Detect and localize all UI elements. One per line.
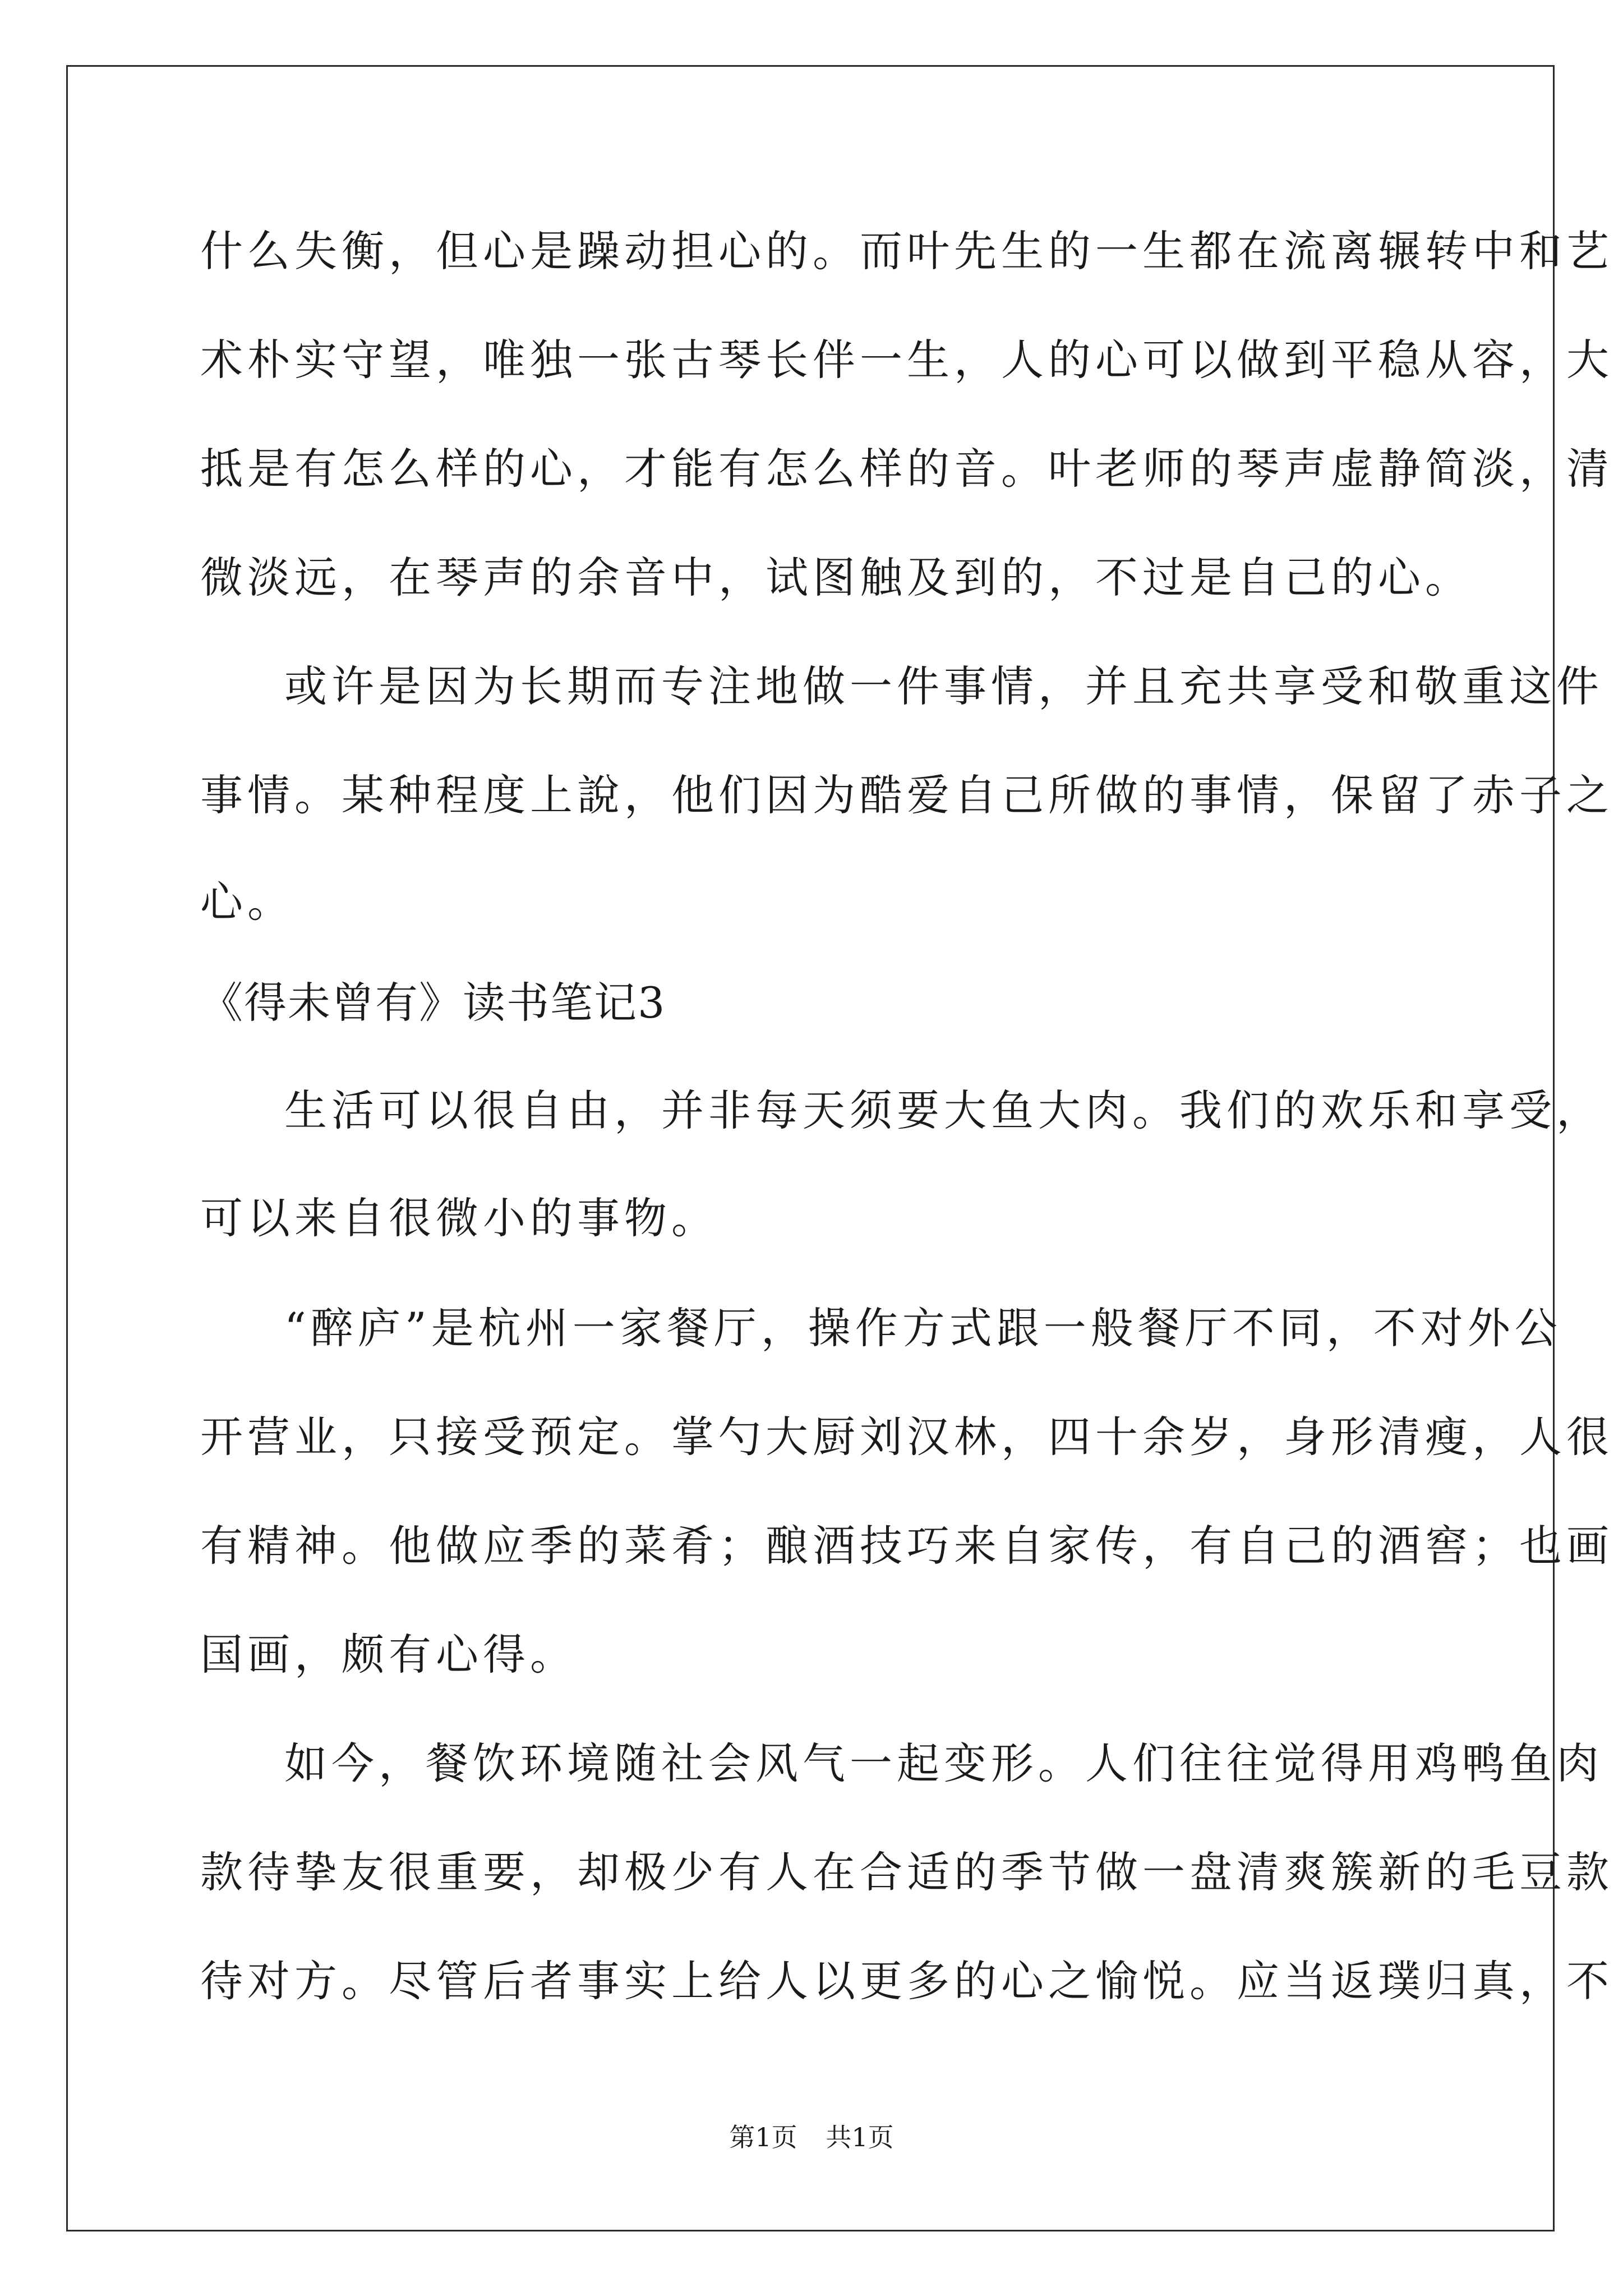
paragraph-line: 如今，餐饮环境随社会风气一起变形。人们往往觉得用鸡鸭鱼肉 — [284, 1738, 1603, 1788]
paragraph-line: 微淡远，在琴声的余音中，试图触及到的，不过是自己的心。 — [200, 553, 1472, 602]
paragraph-line: 生活可以很自由，并非每天须要大鱼大肉。我们的欢乐和享受， — [284, 1085, 1603, 1135]
paragraph-line: 事情。某种程度上說，他们因为酷爱自己所做的事情，保留了赤子之 — [200, 770, 1613, 820]
paragraph-line: 或许是因为长期而专注地做一件事情，并且充共享受和敬重这件 — [284, 661, 1603, 711]
paragraph-line: 可以来自很微小的事物。 — [200, 1193, 718, 1243]
paragraph-line: 国画，颇有心得。 — [200, 1630, 577, 1680]
paragraph-line: 待对方。尽管后者事实上给人以更多的心之愉悦。应当返璞归真，不 — [200, 1956, 1613, 2006]
page-border — [66, 65, 1555, 2231]
paragraph-line: 款待挚友很重要，却极少有人在合适的季节做一盘清爽簇新的毛豆款 — [200, 1847, 1613, 1897]
paragraph-line: 有精神。他做应季的菜肴；酿酒技巧来自家传，有自己的酒窖；也画 — [200, 1521, 1613, 1571]
paragraph-line: 开营业，只接受预定。掌勺大厨刘汉林，四十余岁，身形清瘦，人很 — [200, 1412, 1613, 1462]
paragraph-line: 术朴实守望，唯独一张古琴长伴一生，人的心可以做到平稳从容，大 — [200, 335, 1613, 385]
page-total: 共1页 — [826, 2122, 894, 2152]
paragraph-line: 抵是有怎么样的心，才能有怎么样的音。叶老师的琴声虚静简淡，清 — [200, 444, 1613, 494]
paragraph-line: “醉庐”是杭州一家餐厅，操作方式跟一般餐厅不同，不对外公 — [284, 1303, 1562, 1353]
page-number: 第1页 — [729, 2122, 797, 2152]
section-heading: 《得未曾有》读书笔记3 — [200, 978, 666, 1028]
paragraph-line: 心。 — [200, 877, 294, 927]
paragraph-line: 什么失衡，但心是躁动担心的。而叶先生的一生都在流离辗转中和艺 — [200, 226, 1613, 276]
page-footer — [0, 2120, 1623, 2154]
